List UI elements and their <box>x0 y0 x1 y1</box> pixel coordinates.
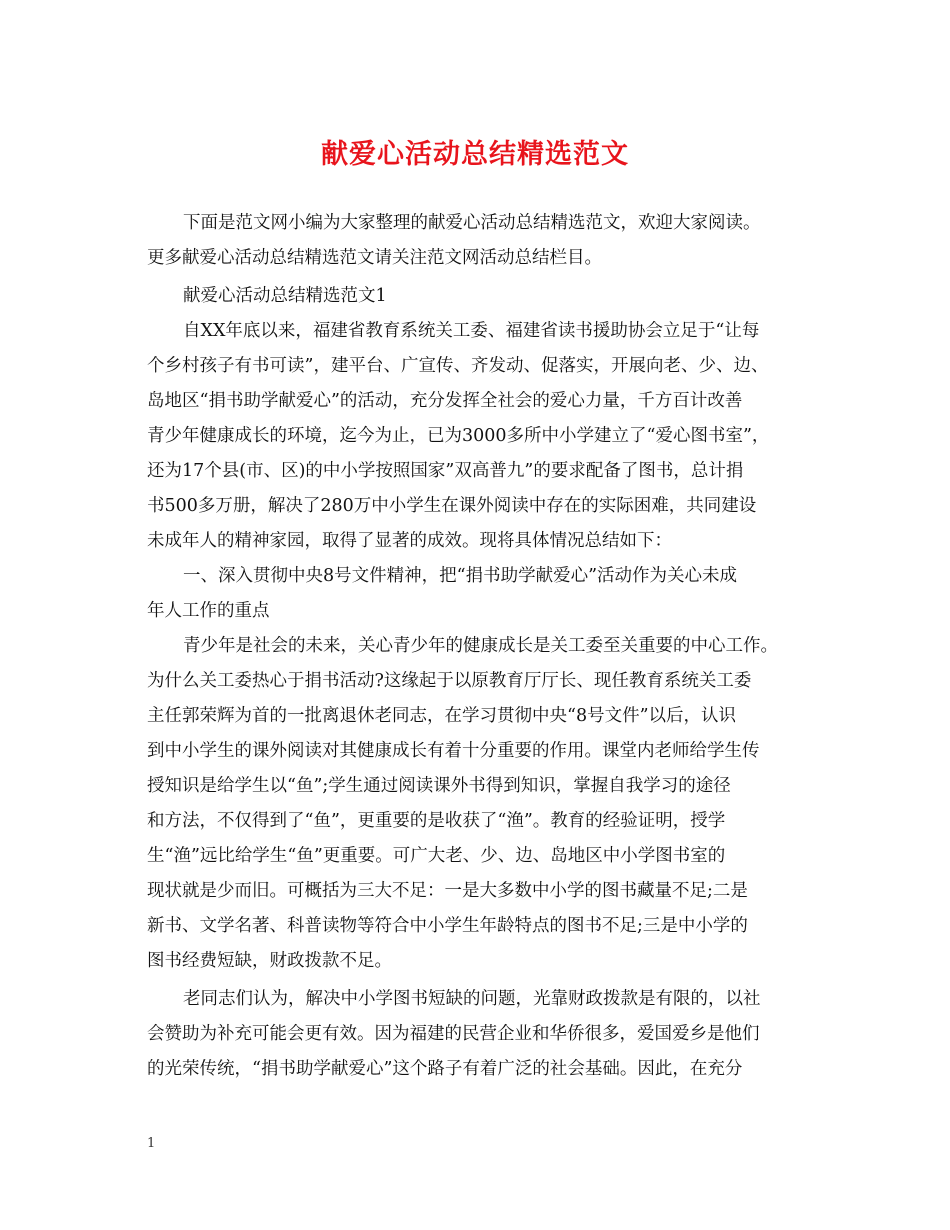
paragraph-line: 自XX年底以来，福建省教育系统关工委、福建省读书援助协会立足于“让每 <box>183 321 760 341</box>
paragraph-line: 授知识是给学生以“鱼”;学生通过阅读课外书得到知识，掌握自我学习的途径 <box>147 776 731 796</box>
paragraph-line: 到中小学生的课外阅读对其健康成长有着十分重要的作用。课堂内老师给学生传 <box>147 741 760 761</box>
paragraph-line: 图书经费短缺，财政拨款不足。 <box>147 951 392 971</box>
paragraph-line: 老同志们认为，解决中小学图书短缺的问题，光靠财政拨款是有限的，以社 <box>183 989 761 1009</box>
paragraph-line: 还为17个县(市、区)的中小学按照国家”双高普九”的要求配备了图书，总计捐 <box>147 461 744 481</box>
paragraph-line: 为什么关工委热心于捐书活动?这缘起于以原教育厅厅长、现任教育系统关工委 <box>147 671 752 691</box>
paragraph-line: 现状就是少而旧。可概括为三大不足：一是大多数中小学的图书藏量不足;二是 <box>147 881 748 901</box>
document-body <box>147 206 807 1087</box>
paragraph-line: 书500多万册，解决了280万中小学生在课外阅读中存在的实际困难，共同建设 <box>147 496 757 516</box>
paragraph-line: 献爱心活动总结精选范文1 <box>183 286 387 306</box>
paragraph-line: 和方法，不仅得到了“鱼”，更重要的是收获了“渔”。教育的经验证明，授学 <box>147 811 726 831</box>
paragraph-line: 会赞助为补充可能会更有效。因为福建的民营企业和华侨很多，爱国爱乡是他们 <box>147 1024 760 1044</box>
page-number: 1 <box>147 1136 156 1151</box>
paragraph-line: 岛地区“捐书助学献爱心”的活动，充分发挥全社会的爱心力量，千方百计改善 <box>147 391 743 411</box>
paragraph-line: 一、深入贯彻中央8号文件精神，把“捐书助学献爱心”活动作为关心未成 <box>183 566 738 586</box>
paragraph-line: 青少年是社会的未来，关心青少年的健康成长是关工委至关重要的中心工作。 <box>183 636 778 656</box>
paragraph-line: 青少年健康成长的环境，迄今为止，已为3000多所中小学建立了“爱心图书室”， <box>147 426 770 446</box>
paragraph-line: 生“渔”远比给学生“鱼”更重要。可广大老、少、边、岛地区中小学图书室的 <box>147 846 726 866</box>
paragraph-line: 主任郭荣辉为首的一批离退休老同志，在学习贯彻中央“8号文件”以后，认识 <box>147 706 737 726</box>
paragraph-line: 下面是范文网小编为大家整理的献爱心活动总结精选范文，欢迎大家阅读。 <box>183 213 761 233</box>
paragraph-line: 年人工作的重点 <box>147 601 270 621</box>
paragraph-line: 的光荣传统，“捐书助学献爱心”这个路子有着广泛的社会基础。因此，在充分 <box>147 1059 743 1079</box>
document-title: 献爱心活动总结精选范文 <box>321 139 629 170</box>
paragraph-line: 新书、文学名著、科普读物等符合中小学生年龄特点的图书不足;三是中小学的 <box>147 916 748 936</box>
paragraph-line: 更多献爱心活动总结精选范文请关注范文网活动总结栏目。 <box>147 248 602 268</box>
paragraph-line: 个乡村孩子有书可读”，建平台、广宣传、齐发动、促落实，开展向老、少、边、 <box>147 356 769 376</box>
paragraph-line: 未成年人的精神家园，取得了显著的成效。现将具体情况总结如下： <box>147 531 672 551</box>
